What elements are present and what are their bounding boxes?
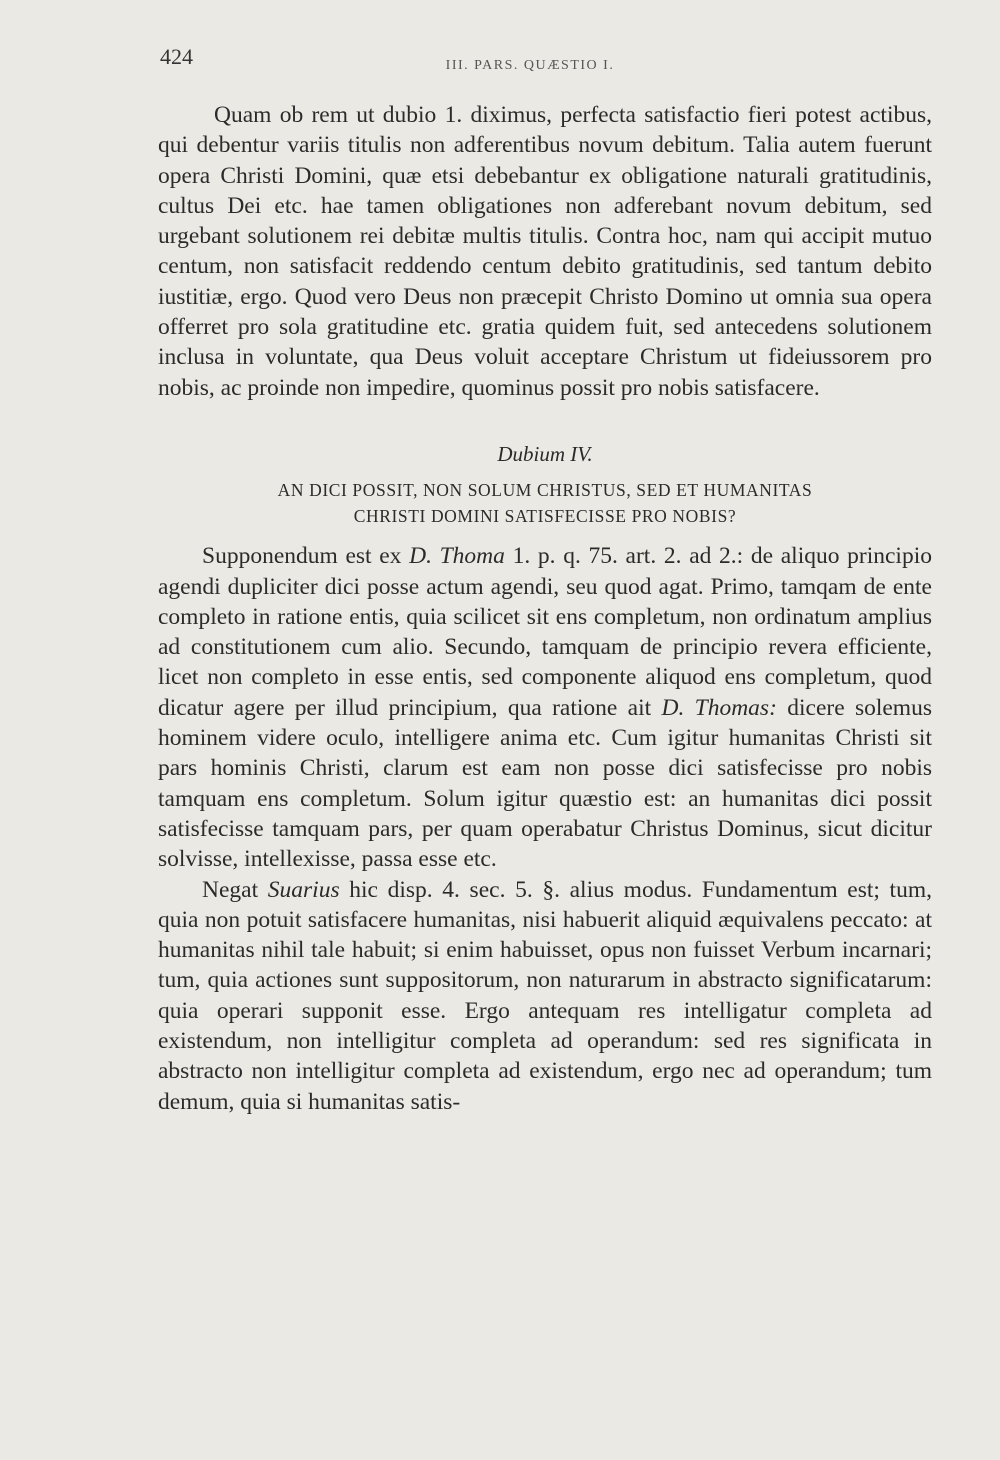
p3-text-c: hic disp. 4. sec. 5. §. alius modus. Fundamentum est; tum, quia non potuit satisfacere humanitas, nisi habuerit aliquid æquivalens peccato: at humanitas nihil tale habuit; si enim habuisset, opus non fuisset Verbum incarnari; tum, quia actiones sunt suppositorum, non naturarum in abstracto significatarum: quia operari supponit esse. Ergo antequam res intelligatur completa ad existendum, non intelligitur completa ad operandum: sed res significata in abstracto non intelligitur completa ad existendum, ergo nec ad operandum; tum demum, quia si humanitas satis-: [158, 876, 932, 1115]
page-number: 424: [160, 44, 193, 69]
p3-text-a: Negat: [202, 876, 268, 903]
p2-text-a: Supponendum est ex: [202, 543, 410, 570]
heading-line-1: AN DICI POSSIT, NON SOLUM CHRISTUS, SED ET HUMANITAS: [277, 480, 813, 501]
paragraph-3: [158, 875, 932, 1117]
section-heading: [158, 477, 932, 529]
p2-citation-thomas: D. Thomas:: [661, 694, 777, 721]
p2-citation-thoma: D. Thoma: [409, 543, 505, 570]
paragraph-2: [158, 541, 932, 874]
heading-line-2: CHRISTI DOMINI SATISFECISSE PRO NOBIS?: [353, 506, 737, 527]
p3-citation-suarius: Suarius: [267, 876, 340, 903]
running-head: III. PARS. QUÆSTIO I.: [445, 58, 615, 73]
p2-text-c: 1. p. q. 75. art. 2. ad 2.: de aliquo principio agendi dupliciter dici posse actum agendi, seu quod agat. Primo, tamqam de ente completo in ratione entis, quia scilicet sit ens completum, non ordinatum amplius ad constitutionem cum alio. Secundo, tamquam de principio revera efficiente, licet non completo in esse entis, sed componente aliquod ens completum, quod dicatur agere per illud principium, qua ratione ait: [158, 543, 932, 721]
body-text: [158, 100, 932, 1117]
paragraph-1: Quam ob rem ut dubio 1. diximus, perfecta satisfactio fieri potest actibus, qui debentur variis titulis non adferentibus novum debitum. Talia autem fuerunt opera Christi Domini, quæ etsi debebantur ex obligatione naturali gratitudinis, cultus Dei etc. hae tamen obligationes non adferebant novum debitum, sed urgebant solutionem rei debitæ multis titulis. Contra hoc, nam qui accipit mutuo centum, non satisfacit reddendo centum debito gratitudinis, sed tantum debito iustitiæ, ergo. Quod vero Deus non præcepit Christo Domino ut omnia sua opera offerret pro sola gratitudine etc. gratia quidem fuit, sed antecedens solutionem inclusa in voluntate, qua Deus voluit acceptare Christum ut fideiussorem pro nobis, ac proinde non impedire, quominus possit pro nobis satisfacere.: [158, 102, 932, 401]
p2-text-e: dicere solemus hominem videre oculo, intelligere anima etc. Cum igitur humanitas Christi sit pars hominis Christi, clarum est eam non posse dici satisfecisse pro nobis tamquam ens completum. Solum igitur quæstio est: an humanitas dici possit satisfecisse tamquam pars, per quam operabatur Christus Dominus, sicut dicitur solvisse, intellexisse, passa esse etc.: [158, 694, 932, 873]
dubium-label: Dubium IV.: [497, 441, 593, 466]
